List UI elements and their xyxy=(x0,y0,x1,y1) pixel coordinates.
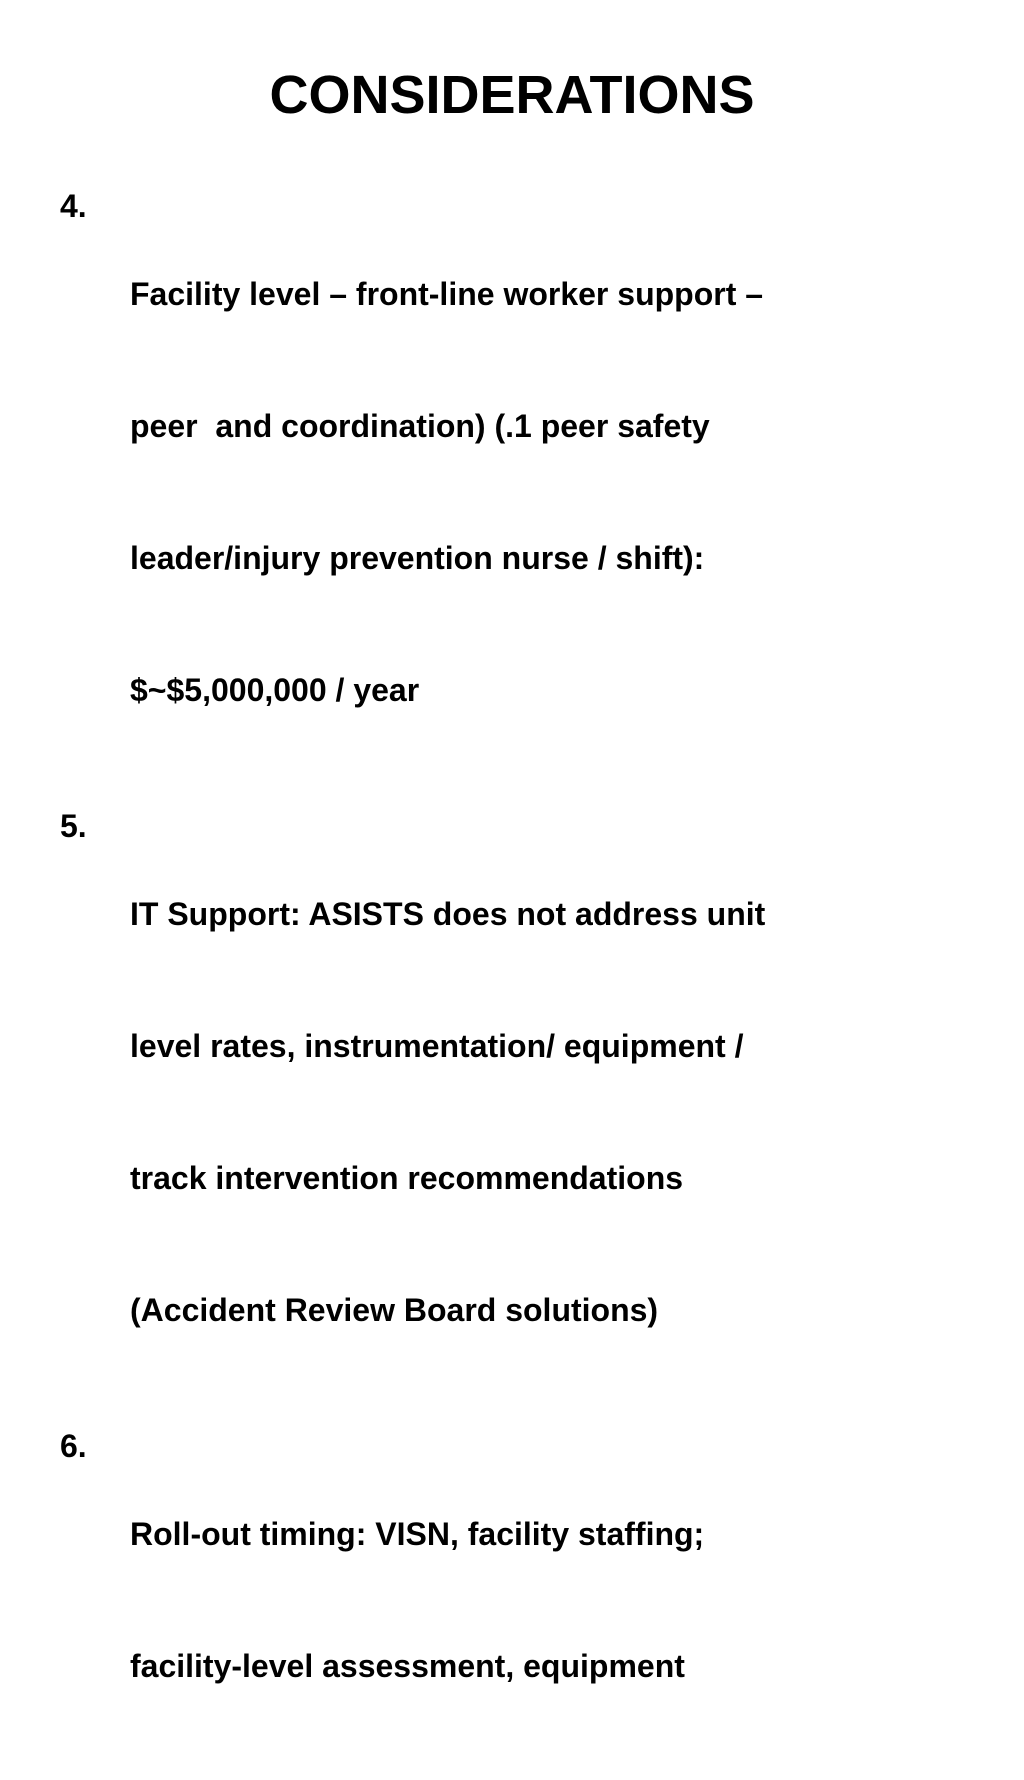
list-item xyxy=(60,1424,960,1776)
item-text xyxy=(130,804,960,1420)
item-line: level rates, instrumentation/ equipment / xyxy=(130,1028,744,1064)
item-text xyxy=(130,1424,960,1776)
item-line: Roll-out timing: VISN, facility staffing; xyxy=(130,1516,705,1552)
item-line: (Accident Review Board solutions) xyxy=(130,1292,659,1328)
item-line: Facility level – front-line worker support – xyxy=(130,276,764,312)
considerations-list xyxy=(60,184,960,1780)
item-line: leader/injury prevention nurse / shift): xyxy=(130,540,705,576)
item-text xyxy=(130,184,960,800)
item-number: 6. xyxy=(60,1428,87,1464)
list-item xyxy=(60,184,960,800)
item-line: peer and coordination) (.1 peer safety xyxy=(130,408,710,444)
list-item xyxy=(60,804,960,1420)
item-number: 4. xyxy=(60,188,87,224)
item-number: 5. xyxy=(60,808,87,844)
item-line: IT Support: ASISTS does not address unit xyxy=(130,896,766,932)
slide-title: CONSIDERATIONS xyxy=(269,65,755,125)
item-line: track intervention recommendations xyxy=(130,1160,684,1196)
item-line: facility-level assessment, equipment xyxy=(130,1648,685,1684)
item-line: $~$5,000,000 / year xyxy=(130,672,420,708)
